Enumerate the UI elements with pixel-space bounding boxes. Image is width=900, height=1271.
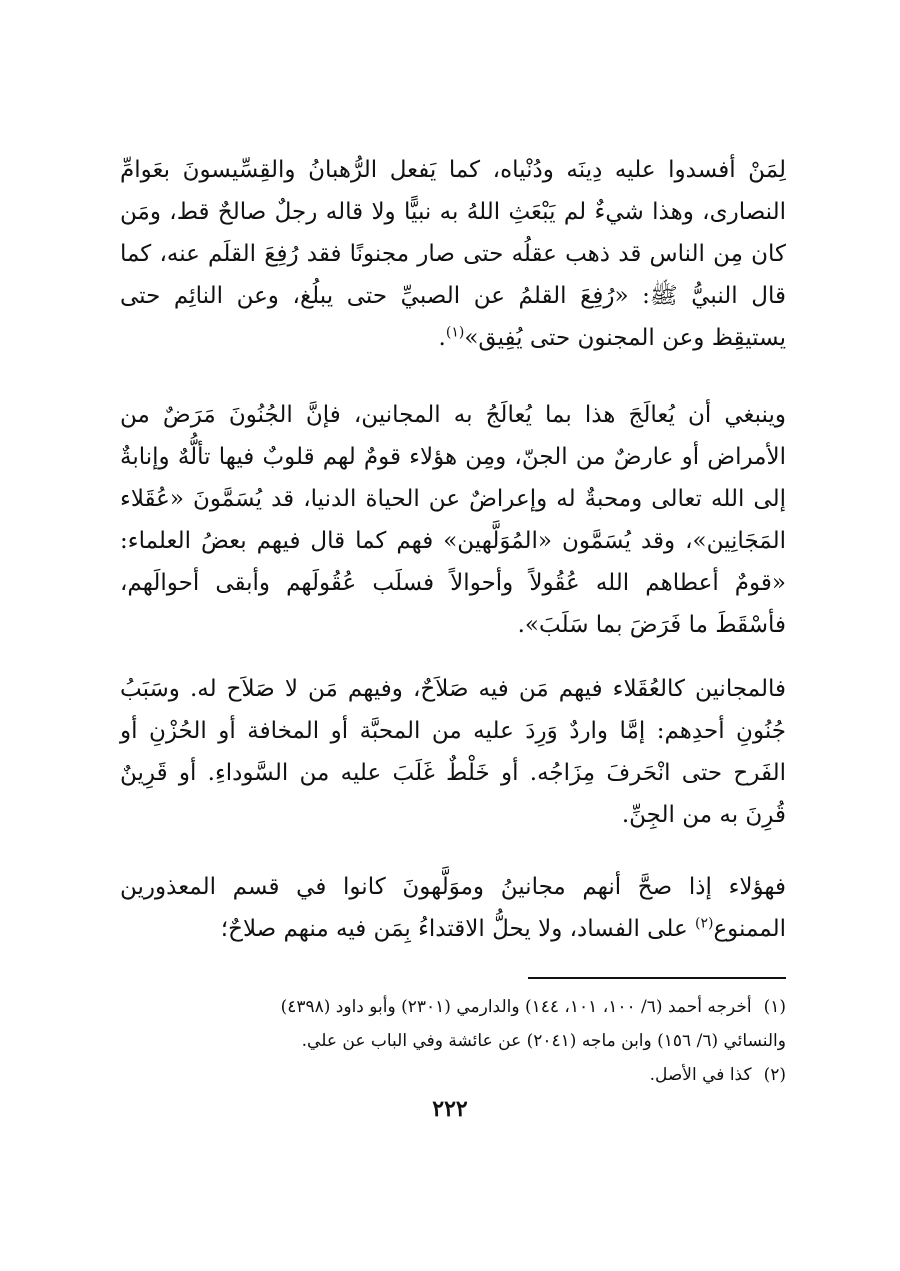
footnotes-section	[120, 990, 786, 1092]
footnote-2	[120, 1058, 786, 1092]
footnote-1-number: (١)	[763, 997, 786, 1017]
footnote-ref-1[interactable]: (١)	[445, 324, 465, 341]
footnote-ref-2[interactable]: (٢)	[694, 915, 714, 932]
paragraph-3: فالمجانين كالعُقَلاء فيهم مَن فيه صَلاَحٌ، وفيهم مَن لا صَلاَح له. وسَبَبُ جُنُونِ أحدِهم: إمَّا واردٌ وَرِدَ عليه من المحبَّة أو المخافة أو الحُزْنِ أو الفَرح حتى انْحَرفَ مِزَاجُه. أو خَلْطٌ غَلَبَ عليه من السَّوداءِ. أو قَرِينٌ قُرِنَ به من الجِنِّ.	[120, 676, 786, 828]
paragraph-4	[120, 866, 786, 950]
paragraph-1-end: .	[438, 325, 446, 351]
footnote-2-line-1: كذا في الأصل.	[649, 1065, 752, 1085]
paragraph-4-rest: على الفساد، ولا يحلُّ الاقتداءُ بِمَن فيه منهم صلاحٌ؛	[220, 916, 695, 942]
page-number: ٢٢٢	[432, 1096, 468, 1122]
paragraph-1-text: لِمَنْ أفسدوا عليه دِينَه ودُنْياه، كما يَفعل الرُّهبانُ والقِسِّيسونَ بعَوامِّ النصارى، وهذا شيءٌ لم يَبْعَثِ اللهُ به نبيًّا ولا قاله رجلٌ صالحٌ قط، ومَن كان مِن الناس قد ذهب عقلُه حتى صار مجنونًا فقد رُفِعَ القلَم عنه، كما قال النبيُّ ﷺ: «رُفِعَ القلمُ عن الصبيِّ حتى يبلُغ، وعن النائِم حتى يستيقِظ وعن المجنون حتى يُفِيق»	[120, 157, 786, 351]
footnote-1	[120, 990, 786, 1024]
paragraph-4-text: فهؤلاء إذا صحَّ أنهم مجانينُ وموَلَّهونَ كانوا في قسم المعذورين الممنوع	[120, 874, 786, 942]
paragraph-1	[120, 149, 786, 359]
footnote-separator	[528, 977, 786, 979]
footnote-1-continuation: والنسائي (٦/ ١٥٦) وابن ماجه (٢٠٤١) عن عائشة وفي الباب عن علي.	[301, 1031, 786, 1051]
footnote-1-line-1: أخرجه أحمد (٦/ ١٠٠، ١٠١، ١٤٤) والدارمي (٢٣٠١) وأبو داود (٤٣٩٨)	[280, 997, 752, 1017]
paragraph-2: وينبغي أن يُعالَجَ هذا بما يُعالَجُ به المجانين، فإنَّ الجُنُونَ مَرَضٌ من الأمراض أو عارضٌ من الجنّ، ومِن هؤلاء قومٌ لهم قلوبٌ فيها تألُّهٌ وإنابةٌ إلى الله تعالى ومحبةٌ له وإعراضٌ عن الحياة الدنيا، قد يُسَمَّونَ «عُقَلاء المَجَانِين»، وقد يُسَمَّون «المُوَلَّهين» فهم كما قال فيهم بعضُ العلماء: «قومٌ أعطاهم الله عُقُولاً وأحوالاً فسلَب عُقُولَهم وأبقى أحوالَهم، فأسْقَطَ ما فَرَضَ بما سَلَبَ».	[120, 402, 786, 638]
footnote-2-number: (٢)	[763, 1065, 786, 1085]
